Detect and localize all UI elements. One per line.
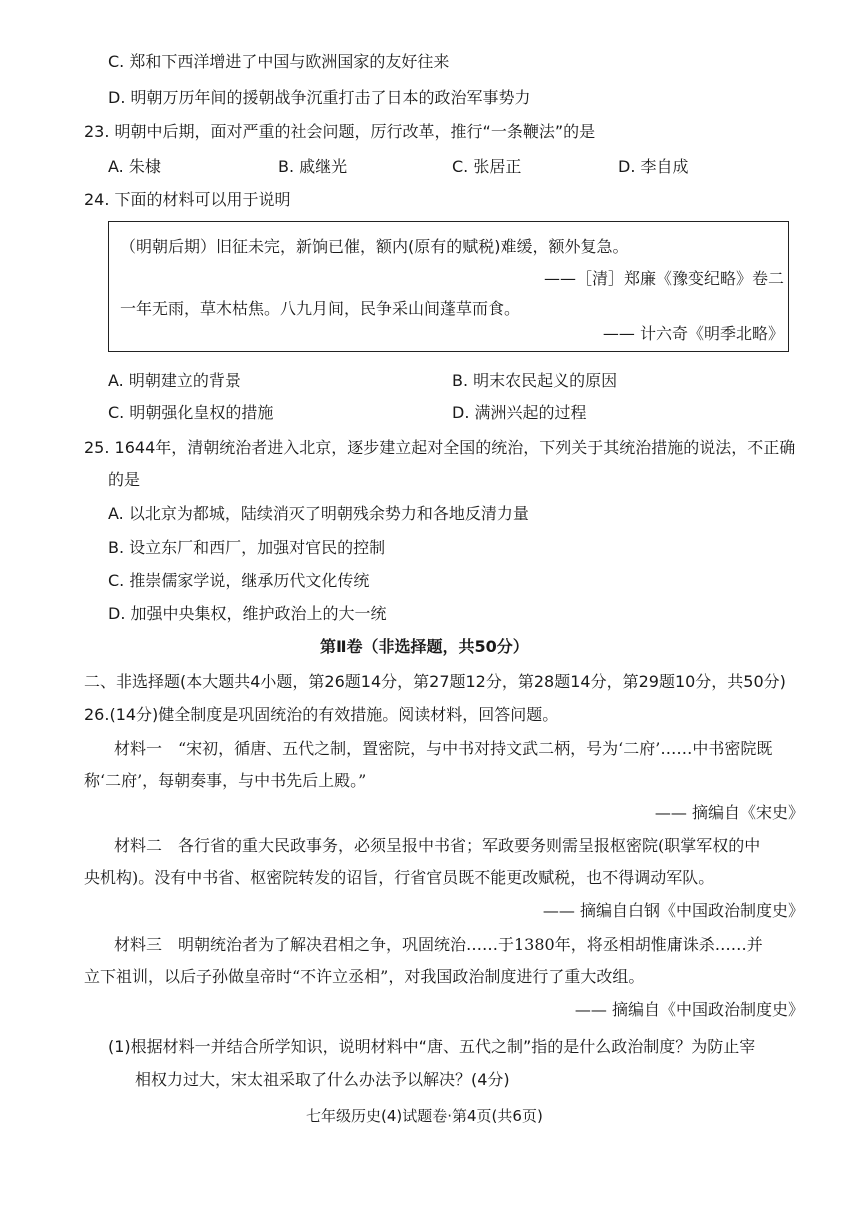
q26-stem: 26.(14分)健全制度是巩固统治的有效措施。阅读材料，回答问题。 <box>84 705 559 724</box>
q26-material-2-line-1: 材料二 各行省的重大民政事务，必须呈报中书省；军政要务则需呈报枢密院(职掌军权的中 <box>114 836 761 855</box>
q23-option-a: A. 朱棣 <box>108 157 161 176</box>
q25-stem: 25. 1644年，清朝统治者进入北京，逐步建立起对全国的统治，下列关于其统治措施的说法，不正确 <box>84 438 796 457</box>
q25-option-d: D. 加强中央集权，维护政治上的大一统 <box>108 604 387 623</box>
q22-option-c: C. 郑和下西洋增进了中国与欧洲国家的友好往来 <box>108 52 450 71</box>
q24-option-d: D. 满洲兴起的过程 <box>452 403 587 422</box>
q24-stem: 24. 下面的材料可以用于说明 <box>84 190 291 209</box>
q25-option-a: A. 以北京为都城，陆续消灭了明朝残余势力和各地反清力量 <box>108 504 529 523</box>
q24-source-2: —— 计六奇《明季北略》 <box>602 324 784 343</box>
q26-material-3-line-1: 材料三 明朝统治者为了解决君相之争，巩固统治……于1380年，将丞相胡惟庸诛杀……并 <box>114 935 763 954</box>
page-footer: 七年级历史(4)试题卷·第4页(共6页) <box>306 1107 543 1125</box>
q26-sub-question-1-cont: 相权力过大，宋太祖采取了什么办法予以解决？(4分) <box>135 1070 510 1089</box>
q26-material-1-source: —— 摘编自《宋史》 <box>654 803 804 822</box>
q24-quote-1: （明朝后期）旧征未完，新饷已催，额内(原有的赋税)难缓，额外复急。 <box>120 237 629 256</box>
q23-option-b: B. 戚继光 <box>278 157 348 176</box>
q23-option-d: D. 李自成 <box>618 157 689 176</box>
q25-option-b: B. 设立东厂和西厂，加强对官民的控制 <box>108 538 386 557</box>
q24-option-a: A. 明朝建立的背景 <box>108 371 241 390</box>
q23-stem: 23. 明朝中后期，面对严重的社会问题，厉行改革，推行“一条鞭法”的是 <box>84 122 596 141</box>
q26-material-2-source: —— 摘编自白钢《中国政治制度史》 <box>542 901 804 920</box>
q26-sub-question-1: (1)根据材料一并结合所学知识，说明材料中“唐、五代之制”指的是什么政治制度？为防止宰 <box>108 1037 756 1056</box>
q24-option-b: B. 明末农民起义的原因 <box>452 371 618 390</box>
q25-stem-cont: 的是 <box>108 470 141 489</box>
q24-source-1: ——［清］郑廉《豫变纪略》卷二 <box>543 269 784 288</box>
q26-material-3-line-2: 立下祖训，以后子孙做皇帝时“不许立丞相”，对我国政治制度进行了重大改组。 <box>84 967 645 986</box>
q26-material-1-line-2: 称‘二府’，每朝奏事，与中书先后上殿。” <box>84 771 367 790</box>
q24-quote-2: 一年无雨，草木枯焦。八九月间，民争采山间蓬草而食。 <box>120 299 521 318</box>
section-2-title: 第Ⅱ卷（非选择题，共50分） <box>320 637 529 656</box>
q25-option-c: C. 推崇儒家学说，继承历代文化传统 <box>108 571 370 590</box>
q26-material-3-source: —— 摘编自《中国政治制度史》 <box>574 1000 804 1019</box>
section-2-heading: 二、非选择题(本大题共4小题，第26题14分，第27题12分，第28题14分，第29题10分，共50分) <box>84 672 786 691</box>
q23-option-c: C. 张居正 <box>452 157 522 176</box>
q26-material-1-line-1: 材料一 “宋初，循唐、五代之制，置密院，与中书对持文武二柄，号为‘二府’……中书密院既 <box>114 739 773 758</box>
q22-option-d: D. 明朝万历年间的援朝战争沉重打击了日本的政治军事势力 <box>108 88 531 107</box>
q24-option-c: C. 明朝强化皇权的措施 <box>108 403 274 422</box>
q26-material-2-line-2: 央机构)。没有中书省、枢密院转发的诏旨，行省官员既不能更改赋税，也不得调动军队。 <box>84 868 715 887</box>
